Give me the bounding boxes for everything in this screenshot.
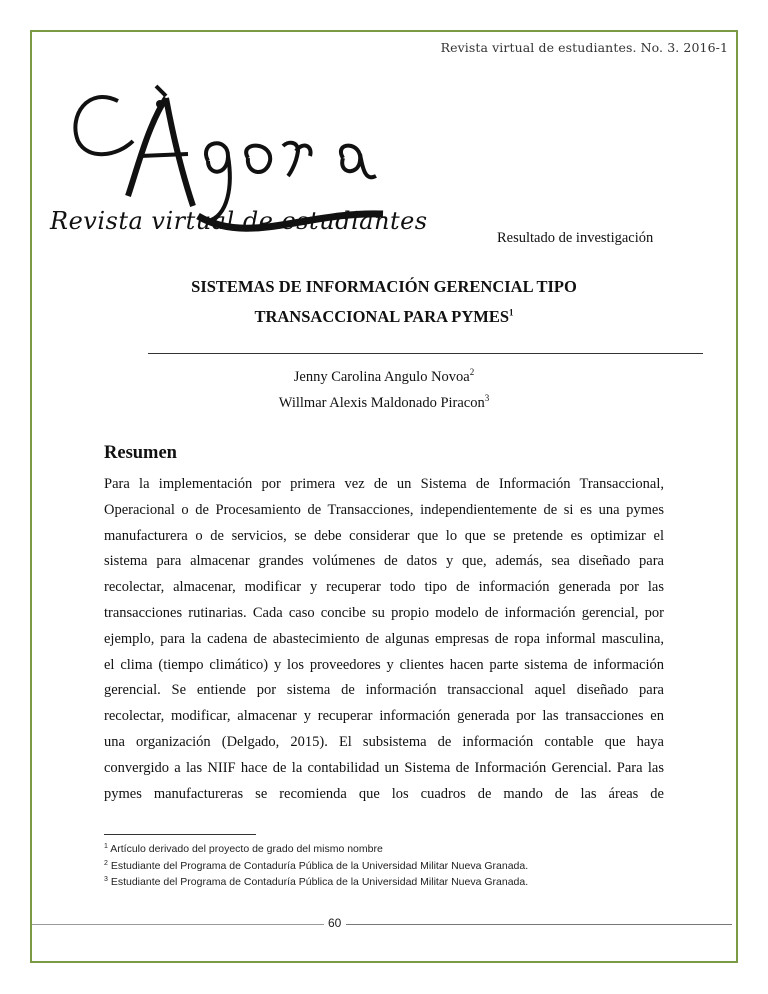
article-title-line2: TRANSACCIONAL PARA PYMES$^1$ [254,307,514,326]
abstract-line: ejemplo, para la cadena de abastecimiento de algunas empresas de ropa informal masculina, [104,630,664,647]
footnote-2: $^2$ Estudiante del Programa de Contaduría Pública de la Universidad Militar Nueva Granada. [104,859,529,872]
abstract-line: recolectar, almacenar, modificar y recuperar todo tipo de información generada por las [104,579,664,596]
author-1: Jenny Carolina Angulo Novoa$^2$ [293,367,475,385]
footer-rule-left [32,924,324,925]
article-title-line1: SISTEMAS DE INFORMACIÓN GERENCIAL TIPO [191,277,577,296]
abstract-line: una organización (Delgado, 2015). El subsistema de información contable que haya [104,733,664,750]
abstract-heading: Resumen [104,443,177,463]
footnote-separator [104,834,256,835]
footer-rule-right [346,924,732,925]
logo-subtitle: Revista virtual de estudiantes [50,207,428,235]
author-2: Willmar Alexis Maldonado Piracon$^3$ [278,393,490,411]
abstract-line: el clima (tiempo climático) y los proveedores y clientes hacen parte sistema de información [104,656,664,673]
footnote-ref[interactable]: 3 [484,393,490,403]
abstract-line: pymes manufactureras se recomienda que los cuadros de mando de las áreas de [104,785,664,802]
abstract-line: Operacional o de Procesamiento de Transacciones, independientemente de si es una pymes [104,501,664,518]
title-divider [148,353,703,354]
abstract-line: sistema para almacenar grandes volúmenes de datos y que, además, sea diseñado para [104,553,664,570]
running-head: Revista virtual de estudiantes. No. 3. 2016-1 [440,40,728,55]
abstract-line: manufacturera o de servicios, se debe considerar que lo que se pretende es optimizar el [104,527,664,544]
article-type-label: Resultado de investigación [497,230,654,246]
footnote-1: $^1$ Artículo derivado del proyecto de grado del mismo nombre [104,843,383,855]
abstract-body [104,472,664,807]
abstract-line: recolectar, modificar, almacenar y recuperar información generada por las transacciones en [104,708,664,725]
footnotes [104,840,528,890]
footnote-3: $^3$ Estudiante del Programa de Contaduría Pública de la Universidad Militar Nueva Granada. [104,876,529,888]
abstract-line: Para la implementación por primera vez de un Sistema de Información Transaccional, [104,476,664,492]
abstract-line: gerencial. Se entiende por sistema de información transaccional aquel diseñado para [104,682,664,699]
abstract-line: convergido a las NIIF hace de la contabilidad un Sistema de Información Gerencial. Para las [104,759,664,776]
abstract-line: transacciones rutinarias. Cada caso concibe su propio modelo de información gerencial, por [104,604,664,621]
footnote-ref[interactable]: 2 [469,367,475,377]
footnote-ref[interactable]: 1 [509,307,514,318]
page-number: 60 [328,916,342,930]
